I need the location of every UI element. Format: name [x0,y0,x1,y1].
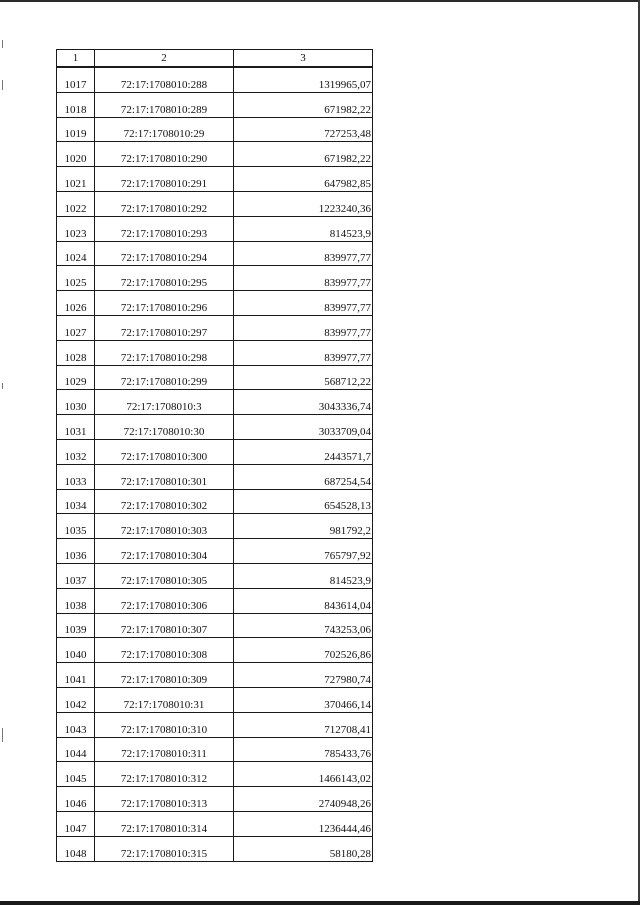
row-number: 1042 [57,687,95,712]
table-header-row [57,50,373,68]
cadastral-value: 1466143,02 [234,762,373,787]
table-row [57,687,373,712]
row-number: 1029 [57,365,95,390]
table-row [57,142,373,167]
margin-mark [2,40,3,48]
row-number: 1020 [57,142,95,167]
cadastral-value: 3033709,04 [234,415,373,440]
row-number: 1044 [57,737,95,762]
margin-mark [2,80,3,90]
table-row [57,563,373,588]
column-header-number: 1 [57,50,95,68]
table-row [57,390,373,415]
cadastral-number: 72:17:1708010:297 [95,315,234,340]
cadastral-value: 2443571,7 [234,439,373,464]
cadastral-number: 72:17:1708010:293 [95,216,234,241]
column-header-cadastral: 2 [95,50,234,68]
table-row [57,489,373,514]
table-row [57,464,373,489]
cadastral-number: 72:17:1708010:294 [95,241,234,266]
row-number: 1045 [57,762,95,787]
cadastral-value: 727980,74 [234,663,373,688]
column-header-value: 3 [234,50,373,68]
cadastral-number: 72:17:1708010:298 [95,340,234,365]
table-body [57,67,373,861]
row-number: 1021 [57,167,95,192]
cadastral-value: 712708,41 [234,712,373,737]
cadastral-value: 568712,22 [234,365,373,390]
cadastral-number: 72:17:1708010:305 [95,563,234,588]
cadastral-number: 72:17:1708010:289 [95,92,234,117]
row-number: 1028 [57,340,95,365]
row-number: 1024 [57,241,95,266]
row-number: 1040 [57,638,95,663]
row-number: 1034 [57,489,95,514]
row-number: 1041 [57,663,95,688]
row-number: 1047 [57,811,95,836]
cadastral-value: 843614,04 [234,588,373,613]
cadastral-number: 72:17:1708010:295 [95,266,234,291]
cadastral-value: 765797,92 [234,539,373,564]
table-row [57,291,373,316]
table-row [57,737,373,762]
table-row [57,216,373,241]
cadastral-number: 72:17:1708010:307 [95,613,234,638]
margin-mark [2,728,3,742]
cadastral-number: 72:17:1708010:30 [95,415,234,440]
cadastral-number: 72:17:1708010:302 [95,489,234,514]
cadastral-number: 72:17:1708010:300 [95,439,234,464]
cadastral-number: 72:17:1708010:313 [95,787,234,812]
cadastral-number: 72:17:1708010:312 [95,762,234,787]
table-row [57,712,373,737]
cadastral-value: 743253,06 [234,613,373,638]
cadastral-number: 72:17:1708010:301 [95,464,234,489]
row-number: 1039 [57,613,95,638]
cadastral-value: 647982,85 [234,167,373,192]
row-number: 1027 [57,315,95,340]
cadastral-number: 72:17:1708010:291 [95,167,234,192]
table-row [57,762,373,787]
cadastral-value: 671982,22 [234,142,373,167]
cadastral-number: 72:17:1708010:314 [95,811,234,836]
row-number: 1017 [57,67,95,92]
cadastral-value: 981792,2 [234,514,373,539]
row-number: 1036 [57,539,95,564]
cadastral-number: 72:17:1708010:306 [95,588,234,613]
row-number: 1025 [57,266,95,291]
cadastral-number: 72:17:1708010:292 [95,191,234,216]
row-number: 1033 [57,464,95,489]
table-row [57,340,373,365]
cadastral-value: 839977,77 [234,241,373,266]
scan-edge-top [0,0,640,2]
table-row [57,315,373,340]
table-row [57,241,373,266]
row-number: 1026 [57,291,95,316]
cadastral-value: 814523,9 [234,563,373,588]
cadastral-number: 72:17:1708010:29 [95,117,234,142]
table-row [57,613,373,638]
cadastral-value: 839977,77 [234,315,373,340]
row-number: 1031 [57,415,95,440]
margin-mark [2,383,3,389]
table-row [57,92,373,117]
cadastral-value: 3043336,74 [234,390,373,415]
table-row [57,117,373,142]
table-row [57,836,373,861]
cadastral-value: 1223240,36 [234,191,373,216]
scan-edge-bottom [0,901,640,905]
table-row [57,415,373,440]
cadastral-value: 839977,77 [234,291,373,316]
table-row [57,365,373,390]
table-row [57,191,373,216]
land-plot-table [56,49,373,862]
cadastral-number: 72:17:1708010:288 [95,67,234,92]
row-number: 1023 [57,216,95,241]
row-number: 1032 [57,439,95,464]
table-row [57,811,373,836]
cadastral-value: 370466,14 [234,687,373,712]
cadastral-number: 72:17:1708010:309 [95,663,234,688]
table-row [57,638,373,663]
cadastral-value: 727253,48 [234,117,373,142]
table-row [57,663,373,688]
row-number: 1046 [57,787,95,812]
cadastral-number: 72:17:1708010:31 [95,687,234,712]
cadastral-value: 839977,77 [234,340,373,365]
cadastral-value: 1236444,46 [234,811,373,836]
cadastral-value: 814523,9 [234,216,373,241]
cadastral-number: 72:17:1708010:303 [95,514,234,539]
cadastral-number: 72:17:1708010:296 [95,291,234,316]
row-number: 1022 [57,191,95,216]
cadastral-value: 2740948,26 [234,787,373,812]
cadastral-value: 671982,22 [234,92,373,117]
row-number: 1038 [57,588,95,613]
cadastral-number: 72:17:1708010:308 [95,638,234,663]
cadastral-number: 72:17:1708010:315 [95,836,234,861]
cadastral-value: 1319965,07 [234,67,373,92]
table-row [57,588,373,613]
row-number: 1037 [57,563,95,588]
table-row [57,67,373,92]
row-number: 1030 [57,390,95,415]
cadastral-number: 72:17:1708010:299 [95,365,234,390]
cadastral-value: 702526,86 [234,638,373,663]
cadastral-number: 72:17:1708010:310 [95,712,234,737]
cadastral-number: 72:17:1708010:304 [95,539,234,564]
cadastral-number: 72:17:1708010:290 [95,142,234,167]
cadastral-value: 654528,13 [234,489,373,514]
cadastral-value: 58180,28 [234,836,373,861]
table-row [57,514,373,539]
table-row [57,539,373,564]
cadastral-value: 785433,76 [234,737,373,762]
cadastral-value: 839977,77 [234,266,373,291]
cadastral-number: 72:17:1708010:311 [95,737,234,762]
cadastral-number: 72:17:1708010:3 [95,390,234,415]
cadastral-value: 687254,54 [234,464,373,489]
row-number: 1018 [57,92,95,117]
table-row [57,439,373,464]
table-row [57,266,373,291]
table-row [57,167,373,192]
row-number: 1019 [57,117,95,142]
row-number: 1035 [57,514,95,539]
row-number: 1043 [57,712,95,737]
table-row [57,787,373,812]
row-number: 1048 [57,836,95,861]
